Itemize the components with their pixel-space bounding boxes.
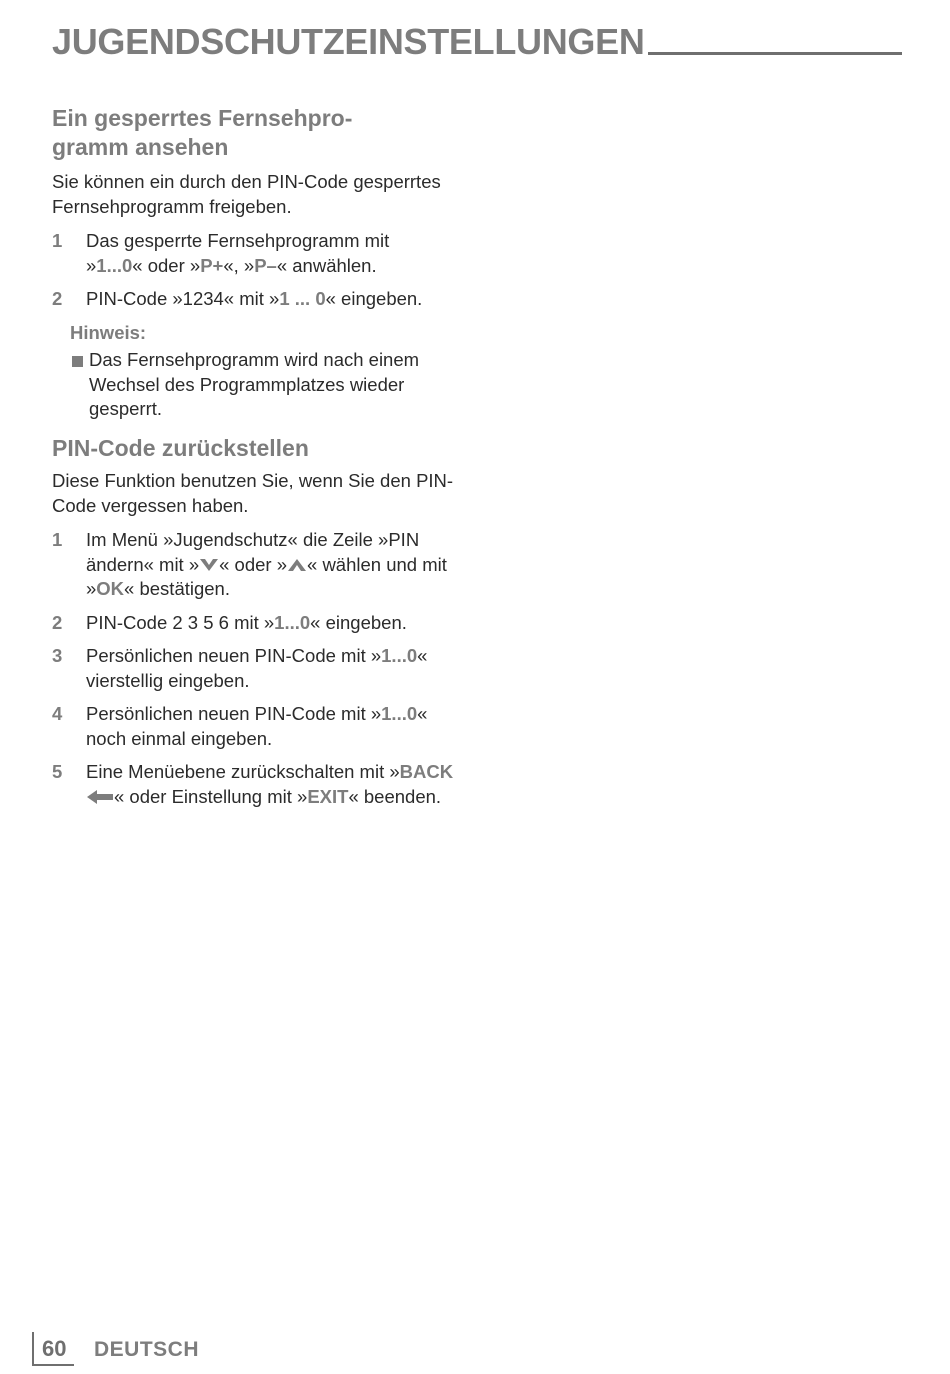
step-text: noch einmal eingeben. bbox=[86, 727, 273, 749]
note-text: Wechsel des Programmplatzes wieder bbox=[89, 373, 405, 395]
page-footer bbox=[32, 1332, 232, 1368]
step-text: « wählen und mit bbox=[307, 553, 447, 575]
step-text: « oder Einstellung mit » bbox=[114, 785, 308, 807]
page-title: JUGENDSCHUTZEINSTELLUNGEN bbox=[52, 21, 645, 62]
language-label: DEUTSCH bbox=[94, 1338, 200, 1361]
section-view-locked-program bbox=[52, 104, 472, 422]
step-item bbox=[52, 611, 472, 636]
step-text: « beenden. bbox=[348, 785, 442, 807]
step-item bbox=[52, 287, 472, 312]
step-item bbox=[52, 702, 472, 751]
intro-line: Fernsehprogramm freigeben. bbox=[52, 195, 292, 217]
step-text: « oder » bbox=[219, 553, 288, 575]
step-text: Das gesperrte Fernsehprogramm mit bbox=[86, 230, 390, 251]
key-label: EXIT bbox=[307, 785, 349, 807]
step-text: Im Menü »Jugendschutz« die Zeile »PIN bbox=[86, 529, 420, 550]
step-number: 1 bbox=[52, 529, 63, 550]
step-number: 1 bbox=[52, 230, 63, 251]
key-label: 1...0 bbox=[381, 703, 418, 724]
up-chevron-icon bbox=[287, 558, 307, 572]
section-reset-pin bbox=[52, 434, 472, 809]
bullet-square-icon bbox=[72, 356, 83, 367]
intro-line: Sie können ein durch den PIN-Code gesperrtes bbox=[52, 171, 441, 192]
step-text: PIN-Code »1234« mit » bbox=[86, 288, 280, 309]
title-rule bbox=[648, 52, 902, 55]
step-text: « bestätigen. bbox=[124, 578, 230, 599]
section-heading bbox=[52, 104, 472, 162]
step-text: vierstellig eingeben. bbox=[86, 669, 250, 691]
back-arrow-icon bbox=[86, 789, 114, 805]
key-label: 1...0 bbox=[381, 645, 418, 666]
step-text: » bbox=[86, 254, 97, 276]
section-heading: PIN-Code zurückstellen bbox=[52, 435, 309, 461]
heading-line: gramm ansehen bbox=[52, 134, 229, 160]
key-label: P+ bbox=[200, 254, 224, 276]
key-label: OK bbox=[96, 578, 125, 599]
heading-line: Ein gesperrtes Fernsehpro- bbox=[52, 105, 353, 131]
note-item bbox=[52, 348, 472, 422]
step-text: » bbox=[86, 578, 97, 599]
step-text: « anwählen. bbox=[276, 254, 377, 276]
intro-line: Diese Funktion benutzen Sie, wenn Sie den PIN- bbox=[52, 470, 454, 491]
step-number: 5 bbox=[52, 761, 63, 782]
step-text: PIN-Code 2 3 5 6 mit » bbox=[86, 611, 275, 633]
step-text: « eingeben. bbox=[325, 288, 423, 309]
step-text: « oder » bbox=[132, 254, 201, 276]
key-label: BACK bbox=[399, 761, 454, 782]
step-text: Persönlichen neuen PIN-Code mit » bbox=[86, 645, 382, 666]
down-chevron-icon bbox=[199, 558, 219, 572]
step-item bbox=[52, 760, 472, 809]
section-intro bbox=[52, 469, 472, 518]
step-item bbox=[52, 528, 472, 602]
step-number: 2 bbox=[52, 611, 63, 633]
section-intro bbox=[52, 170, 472, 219]
step-item bbox=[52, 229, 472, 278]
key-label: 1...0 bbox=[274, 611, 311, 633]
key-label: 1...0 bbox=[96, 254, 133, 276]
step-text: «, » bbox=[223, 254, 255, 276]
page-number: 60 bbox=[32, 1332, 74, 1366]
step-number: 4 bbox=[52, 703, 63, 724]
key-label: 1 ... 0 bbox=[279, 288, 326, 309]
step-text: « bbox=[417, 703, 428, 724]
page-header bbox=[52, 20, 902, 70]
note-text: Das Fernsehprogramm wird nach einem bbox=[89, 349, 420, 370]
step-number: 3 bbox=[52, 645, 63, 666]
step-text: Eine Menüebene zurückschalten mit » bbox=[86, 761, 400, 782]
note-title: Hinweis: bbox=[70, 321, 147, 343]
note-text: gesperrt. bbox=[89, 398, 163, 419]
step-item bbox=[52, 644, 472, 693]
step-text: Persönlichen neuen PIN-Code mit » bbox=[86, 703, 382, 724]
step-text: ändern« mit » bbox=[86, 553, 200, 575]
step-number: 2 bbox=[52, 288, 63, 309]
key-label: P– bbox=[254, 254, 277, 276]
step-text: « bbox=[417, 645, 428, 666]
intro-line: Code vergessen haben. bbox=[52, 494, 249, 516]
step-text: « eingeben. bbox=[310, 611, 407, 633]
